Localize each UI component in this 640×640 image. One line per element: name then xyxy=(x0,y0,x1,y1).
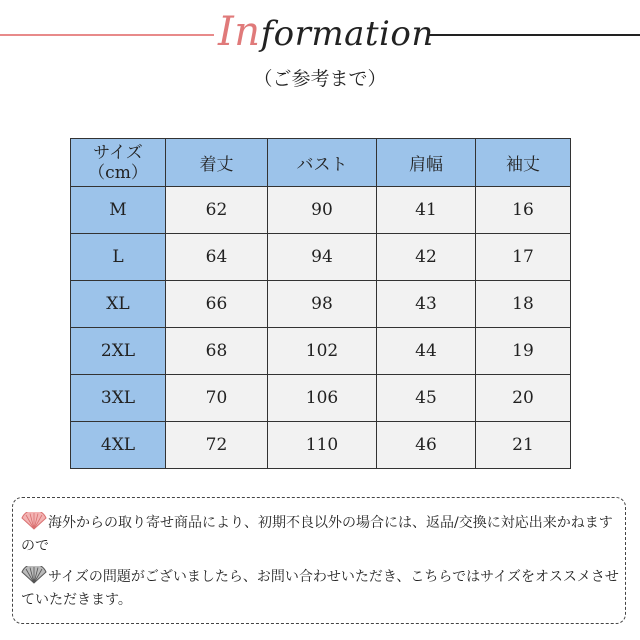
table-cell: 19 xyxy=(476,328,571,375)
table-cell: 66 xyxy=(166,281,268,328)
table-cell: 64 xyxy=(166,234,268,281)
size-corner-header xyxy=(71,139,166,187)
table-cell: 45 xyxy=(377,375,476,422)
header-rule-right xyxy=(428,34,640,36)
column-header: 着丈 xyxy=(166,139,268,187)
table-cell: 16 xyxy=(476,187,571,234)
fan-icon xyxy=(21,512,47,530)
corner-label-line2: （cm） xyxy=(88,162,148,183)
size-table xyxy=(70,138,571,469)
table-cell: 68 xyxy=(166,328,268,375)
table-cell: 18 xyxy=(476,281,571,328)
table-row xyxy=(71,187,571,234)
table-cell: 102 xyxy=(268,328,377,375)
table-cell: 70 xyxy=(166,375,268,422)
table-cell: 44 xyxy=(377,328,476,375)
table-cell: 41 xyxy=(377,187,476,234)
table-cell: 20 xyxy=(476,375,571,422)
size-label: 3XL xyxy=(71,375,166,422)
size-label: 4XL xyxy=(71,422,166,469)
table-row xyxy=(71,375,571,422)
table-cell: 62 xyxy=(166,187,268,234)
table-cell: 43 xyxy=(377,281,476,328)
table-cell: 110 xyxy=(268,422,377,469)
table-cell: 72 xyxy=(166,422,268,469)
table-row xyxy=(71,328,571,375)
fan-icon xyxy=(21,566,47,584)
table-cell: 42 xyxy=(377,234,476,281)
page-subtitle: （ご参考まで） xyxy=(253,68,387,90)
note-text: 海外からの取り寄せ商品により、初期不良以外の場合には、返品/交換に対応出来かねますので xyxy=(21,515,613,554)
table-cell: 46 xyxy=(377,422,476,469)
header-rule-left xyxy=(0,34,214,36)
size-label: 2XL xyxy=(71,328,166,375)
table-row xyxy=(71,281,571,328)
page-title xyxy=(218,9,434,56)
corner-label-line1: サイズ xyxy=(93,142,143,163)
table-cell: 21 xyxy=(476,422,571,469)
note-text: サイズの問題がございましたら、お問い合わせいただき、こちらではサイズをオススメさせていただきます。 xyxy=(21,569,619,608)
title-initial: In xyxy=(218,9,261,55)
note-item xyxy=(21,512,619,558)
column-header: バスト xyxy=(268,139,377,187)
title-rest: formation xyxy=(260,14,434,54)
table-cell: 94 xyxy=(268,234,377,281)
table-row xyxy=(71,422,571,469)
size-label: XL xyxy=(71,281,166,328)
column-header: 袖丈 xyxy=(476,139,571,187)
table-cell: 106 xyxy=(268,375,377,422)
page-header xyxy=(0,0,640,60)
table-cell: 90 xyxy=(268,187,377,234)
note-item xyxy=(21,566,619,612)
table-cell: 17 xyxy=(476,234,571,281)
table-cell: 98 xyxy=(268,281,377,328)
size-label: L xyxy=(71,234,166,281)
size-label: M xyxy=(71,187,166,234)
table-header-row xyxy=(71,139,571,187)
column-header: 肩幅 xyxy=(377,139,476,187)
notes-box xyxy=(12,497,626,624)
table-row xyxy=(71,234,571,281)
